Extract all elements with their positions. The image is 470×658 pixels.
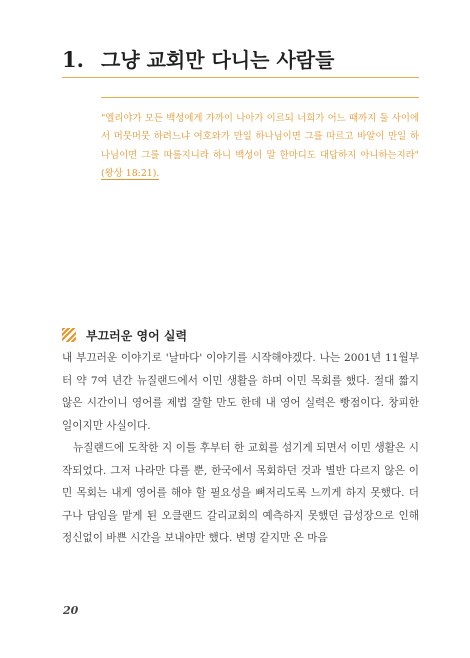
section-title: 부끄러운 영어 실력 (86, 328, 188, 343)
chapter-title: 그냥 교회만 다니는 사람들 (101, 48, 335, 72)
body-text (62, 347, 419, 550)
section-heading (62, 327, 187, 343)
title-rule-top (62, 77, 419, 78)
paragraph: 내 부끄러운 이야기로 '날마다' 이야기를 시작해야겠다. 나는 2001년 11월부터 약 7여 년간 뉴질랜드에서 이민 생활을 하며 이민 목회를 했다. 절대 짧지 않은 시간이니 영어를 제법 잘할 만도 한데 내 영어 실력은 빵점이다. 창피한 일이지만 사실이다. (62, 352, 419, 432)
diagonal-stripes-icon (62, 328, 76, 342)
title-rule-bottom (101, 97, 419, 98)
epigraph-reference: (왕상 18:21). (101, 168, 160, 180)
chapter-number: 1. (62, 47, 84, 72)
epigraph-text: "엘리야가 모든 백성에게 가까이 나아가 이르되 너희가 어느 때까지 둘 사이에서 머뭇머뭇 하려느냐 여호와가 만일 하나님이면 그를 따르고 바알이 만일 하나님이면 그를 따를지니라 하니 백성이 말 한마디도 대답하지 아니하는지라" (101, 113, 419, 161)
page-number: 20 (63, 604, 79, 617)
paragraph: 뉴질랜드에 도착한 지 이틀 후부터 한 교회를 섬기게 되면서 이민 생활은 시작되었다. 그저 나라만 다를 뿐, 한국에서 목회하던 것과 별반 다르지 않은 이민 목회는 내게 영어를 해야 할 필요성을 뼈저리도록 느끼게 하지 못했다. 더구나 담임을 맡게 된 오클랜드 갈리교회의 예측하지 못했던 급성장으로 인해 정신없이 바쁜 시간을 보내야만 했다. 변명 같지만 온 마음 (62, 442, 419, 544)
epigraph (101, 110, 419, 184)
